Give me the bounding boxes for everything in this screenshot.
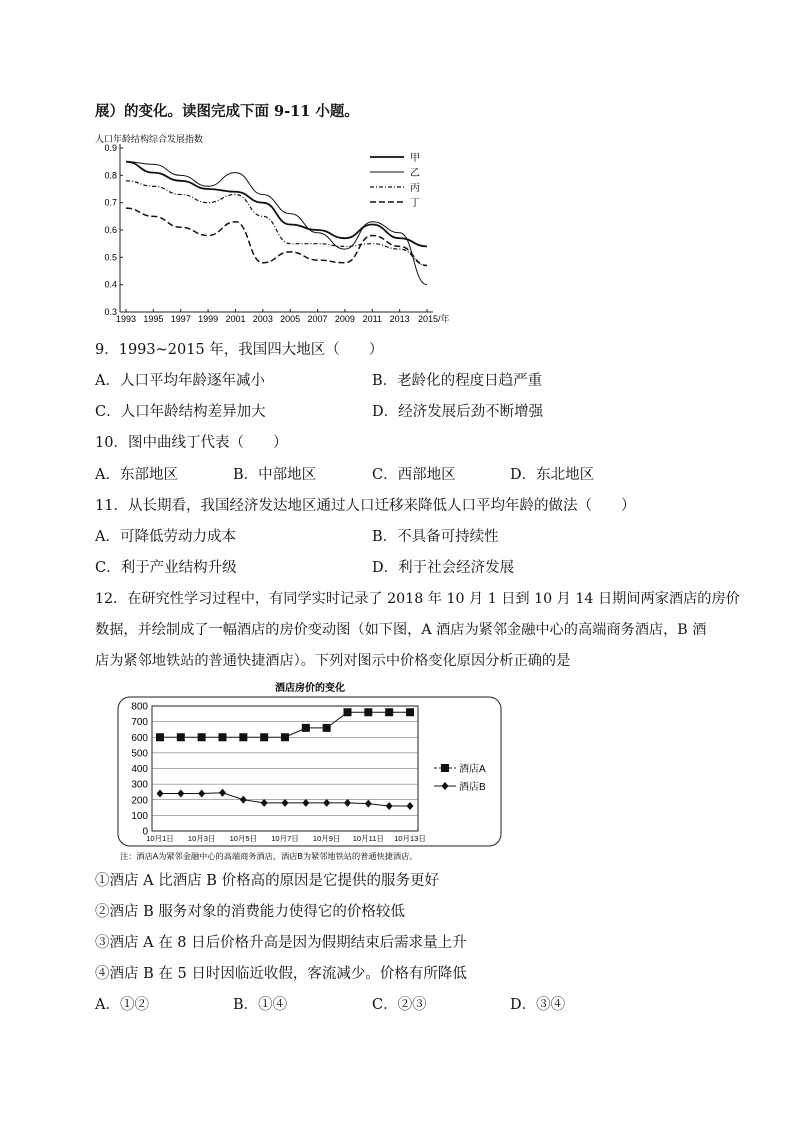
legend-marker-b bbox=[442, 782, 449, 790]
hotel-b-point bbox=[282, 799, 289, 807]
x-tick-label: 10月1日 bbox=[146, 834, 174, 843]
q11-option-d[interactable]: D．利于社会经济发展 bbox=[372, 560, 515, 576]
q12-statement-3: ③酒店 A 在 8 日后价格升高是因为假期结束后需求量上升 bbox=[95, 935, 467, 951]
q10-option-b[interactable]: B．中部地区 bbox=[233, 467, 317, 483]
q12-statement-1: ①酒店 A 比酒店 B 价格高的原因是它提供的服务更好 bbox=[95, 873, 440, 889]
hotel-a-point bbox=[281, 733, 289, 741]
x-tick-label: 1997 bbox=[170, 314, 191, 324]
chart-note: 注：酒店A为紧邻金融中心的高端商务酒店，酒店B为紧邻地铁站的普通快捷酒店。 bbox=[120, 852, 418, 861]
x-tick-label: 10月3日 bbox=[187, 834, 216, 843]
series-line-0 bbox=[126, 162, 427, 247]
hotel-a-point bbox=[219, 733, 227, 741]
hotel-a-point bbox=[385, 708, 393, 716]
hotel-b-point bbox=[323, 799, 330, 807]
legend-marker-a bbox=[441, 764, 449, 772]
hotel-b-point bbox=[219, 789, 226, 797]
legend-label: 甲 bbox=[410, 153, 420, 164]
x-tick-label: 10月7日 bbox=[271, 834, 299, 843]
intro-text: 展）的变化。读图完成下面 9-11 小题。 bbox=[95, 103, 359, 120]
y-tick-label: 0.8 bbox=[104, 170, 117, 181]
hotel-a-point bbox=[364, 708, 372, 716]
y-tick-label: 600 bbox=[131, 732, 148, 744]
q12-option-b[interactable]: B．①④ bbox=[233, 997, 288, 1013]
q11-option-c[interactable]: C．利于产业结构升级 bbox=[95, 560, 237, 576]
hotel-a-point bbox=[302, 724, 310, 732]
q12-stem-line3: 店为紧邻地铁站的普通快捷酒店）。下列对图示中价格变化原因分析正确的是 bbox=[95, 653, 571, 669]
q12-stem-line1: 12．在研究性学习过程中，有同学实时记录了 2018 年 10 月 1 日到 10 月 14 日期间两家酒店的房价 bbox=[95, 591, 740, 607]
y-tick-label: 700 bbox=[131, 717, 148, 729]
hotel-b-point bbox=[344, 799, 351, 807]
hotel-a-point bbox=[156, 733, 164, 741]
q10-option-c[interactable]: C．西部地区 bbox=[372, 467, 456, 483]
x-tick-label: 2003 bbox=[252, 314, 273, 324]
x-tick-label: 10月5日 bbox=[229, 834, 258, 843]
hotel-a-point bbox=[239, 733, 247, 741]
x-tick-label: 2001 bbox=[225, 314, 246, 324]
q10-option-d[interactable]: D．东北地区 bbox=[510, 467, 595, 483]
x-tick-label: 2011 bbox=[362, 314, 382, 324]
y-tick-label: 300 bbox=[131, 779, 148, 791]
x-tick-label: 2005 bbox=[280, 314, 301, 324]
q12-option-d[interactable]: D．③④ bbox=[510, 997, 566, 1013]
y-tick-label: 0.7 bbox=[104, 197, 117, 208]
hotel-b-point bbox=[177, 790, 184, 798]
q12-option-c[interactable]: C．②③ bbox=[372, 997, 427, 1013]
y-tick-label: 0.4 bbox=[104, 279, 117, 290]
legend-label: 丁 bbox=[410, 198, 420, 209]
hotel-a-point bbox=[406, 708, 414, 716]
hotel-b-point bbox=[365, 800, 372, 808]
y-tick-label: 500 bbox=[131, 748, 148, 760]
q9-option-b[interactable]: B．老龄化的程度日趋严重 bbox=[372, 373, 543, 389]
legend-label: 乙 bbox=[410, 168, 420, 179]
hotel-b-point bbox=[302, 799, 309, 807]
chart-title: 酒店房价的变化 bbox=[275, 683, 345, 694]
series-line-2 bbox=[126, 181, 427, 266]
legend-label-a: 酒店A bbox=[459, 764, 486, 775]
hotel-a-point bbox=[323, 724, 331, 732]
q12-statement-2: ②酒店 B 服务对象的消费能力使得它的价格较低 bbox=[95, 904, 405, 920]
x-tick-label: 10月9日 bbox=[312, 834, 341, 843]
x-tick-label: 2009 bbox=[334, 314, 355, 324]
hotel-a-line bbox=[160, 712, 410, 737]
hotel-b-point bbox=[386, 802, 393, 810]
y-tick-label: 800 bbox=[131, 701, 148, 713]
hotel-a-point bbox=[260, 733, 268, 741]
q9-option-d[interactable]: D．经济发展后劲不断增强 bbox=[372, 404, 544, 420]
q12-option-a[interactable]: A．①② bbox=[95, 997, 149, 1013]
x-tick-label: 1995 bbox=[143, 314, 164, 324]
q12-stem-line2: 数据，并绘制成了一幅酒店的房价变动图（如下图，A 酒店为紧邻金融中心的高端商务酒店，B 酒 bbox=[95, 622, 707, 638]
q9-option-a[interactable]: A．人口平均年龄逐年减小 bbox=[95, 373, 265, 389]
plot-area bbox=[152, 706, 418, 831]
x-tick-label: 10月13日 bbox=[394, 834, 426, 843]
hotel-b-point bbox=[198, 790, 205, 798]
x-tick-label: 1993 bbox=[115, 314, 137, 324]
x-tick-label: 1999 bbox=[198, 314, 219, 324]
x-tick-label: 2007 bbox=[307, 314, 328, 324]
y-axis-title: 人口年龄结构综合发展指数 bbox=[95, 134, 204, 144]
x-tick-label: 2013 bbox=[389, 314, 410, 324]
y-tick-label: 0 bbox=[142, 826, 148, 838]
y-tick-label: 0.9 bbox=[104, 143, 117, 153]
y-tick-label: 100 bbox=[131, 810, 148, 822]
chart-frame bbox=[118, 697, 501, 846]
y-tick-label: 400 bbox=[131, 764, 148, 775]
y-tick-label: 0.3 bbox=[104, 307, 117, 317]
q10-stem: 10．图中曲线丁代表（ ） bbox=[95, 435, 288, 451]
q12-statement-4: ④酒店 B 在 5 日时因临近收假，客流减少。价格有所降低 bbox=[95, 966, 467, 982]
q9-stem: 9．1993~2015 年，我国四大地区（ ） bbox=[95, 342, 384, 358]
hotel-a-point bbox=[177, 733, 185, 741]
hotel-a-point bbox=[198, 733, 206, 741]
legend-label: 丙 bbox=[410, 183, 420, 194]
series-line-1 bbox=[126, 162, 427, 285]
hotel-b-point bbox=[407, 802, 414, 810]
hotel-b-point bbox=[157, 790, 164, 798]
y-tick-label: 0.6 bbox=[104, 225, 117, 235]
q11-option-b[interactable]: B．不具备可持续性 bbox=[372, 529, 499, 545]
x-tick-label: 10月11日 bbox=[352, 834, 384, 843]
q11-option-a[interactable]: A．可降低劳动力成本 bbox=[95, 529, 236, 545]
y-tick-label: 0.5 bbox=[104, 252, 117, 263]
hotel-b-point bbox=[261, 799, 268, 807]
q11-stem: 11．从长期看，我国经济发达地区通过人口迁移来降低人口平均年龄的做法（ ） bbox=[95, 498, 636, 514]
hotel-a-point bbox=[344, 708, 352, 716]
hotel-b-point bbox=[240, 796, 247, 804]
y-tick-label: 200 bbox=[131, 795, 148, 807]
hotel-b-line bbox=[160, 793, 410, 806]
legend-label-b: 酒店B bbox=[459, 782, 486, 793]
x-tick-label: 2015/年 bbox=[418, 314, 450, 324]
q10-option-a[interactable]: A．东部地区 bbox=[95, 467, 178, 483]
q9-option-c[interactable]: C．人口年龄结构差异加大 bbox=[95, 404, 266, 420]
series-line-3 bbox=[126, 208, 427, 265]
